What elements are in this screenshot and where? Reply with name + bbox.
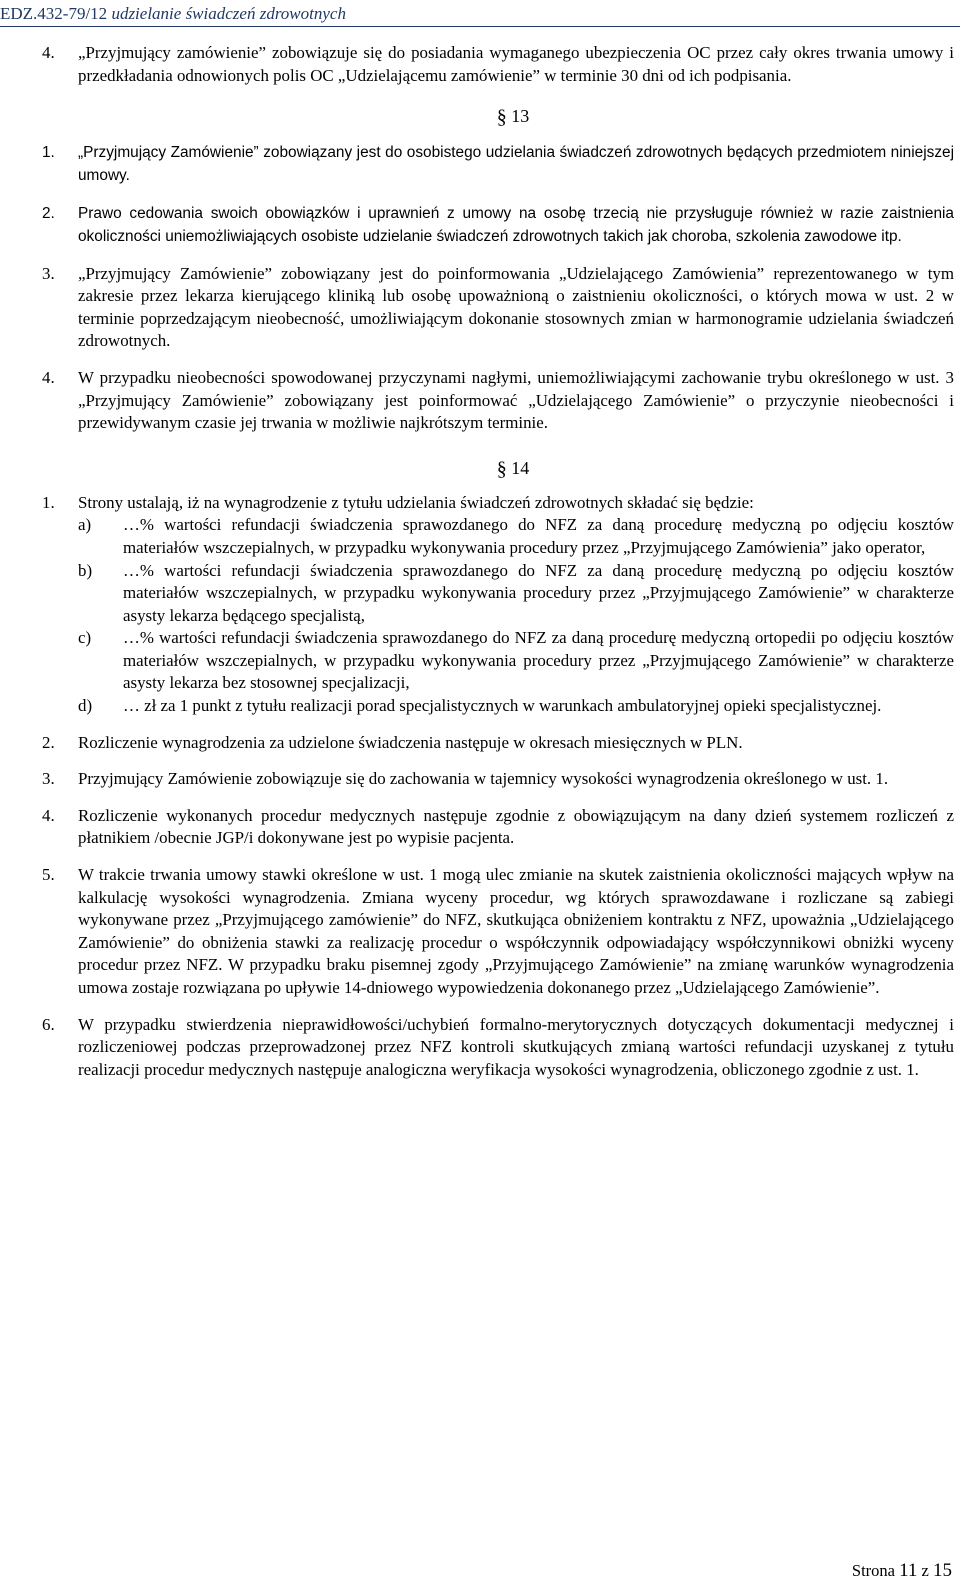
paragraph-number: 4. [42,367,55,387]
page-header [0,4,346,24]
paragraph-text: Rozliczenie wynagrodzenia za udzielone świadczenia następuje w okresach miesięcznych w PLN. [78,732,743,752]
section-heading [42,105,954,128]
document-title: udzielanie świadczeń zdrowotnych [111,4,346,23]
paragraph-number: 1. [42,492,55,512]
paragraph-text: „Przyjmujący Zamówienie” zobowiązany jest do poinformowania „Udzielającego Zamówienia” reprezentowanego w tym zakresie przez lekarza kierującego kliniką lub osobę upoważnioną o zaistnieniu okoliczności, o których mowa w ust. 2 w terminie poprzedzającym nieobecność, umożliwiającym dokonanie stosownych zmian w harmonogramie udzielania świadczeń zdrowotnych. [78,263,954,351]
paragraph-text: Rozliczenie wykonanych procedur medycznych następuje zgodnie z obowiązującym na dany dzień systemem rozliczeń z płatnikiem /obecnie JGP/i dokonywane jest po wypisie pacjenta. [78,805,954,848]
document-code: EDZ.432-79/12 [0,4,108,23]
paragraph [42,768,954,791]
paragraph-number: 5. [42,865,55,885]
paragraph-text: W przypadku nieobecności spowodowanej przyczynami nagłymi, uniemożliwiającymi zachowanie trybu określonego w ust. 3 „Przyjmujący Zamówienie” zobowiązany jest poinformować „Udzielającego Zamówienie” o przyczynie nieobecności i przewidywanym czasie jej trwania w możliwie najkrótszym terminie. [78,367,954,433]
list-item-letter: b) [78,560,93,580]
paragraph-text: Prawo cedowania swoich obowiązków i uprawnień z umowy na osobę trzecią nie przysługuje również w razie zaistnienia okoliczności uniemożliwiających osobiste udzielanie świadczeń zdrowotnych takich jak choroba, szkolenia zawodowe itp. [78,205,954,245]
paragraph-number: 2. [42,205,55,223]
paragraph-number: 4. [42,43,55,62]
total-pages: 15 [933,1560,952,1581]
paragraph [42,805,954,850]
paragraph-text: W trakcie trwania umowy stawki określone w ust. 1 mogą ulec zmianie na skutek zaistnienia okoliczności mających wpływ na kalkulację wysokości wynagrodzenia. Zmiana wyceny procedur, wg których sprawozdawane i rozliczane są zabiegi wykonywane przez „Przyjmującego zamówienie” do NFZ, skutkująca obniżeniem kontraktu z NFZ, upoważnia „Udzielającego Zamówienie” do obniżenia stawki za realizację procedur o współczynnik odpowiadający współczynnikowi obniżki wyceny procedur przez NFZ. W przypadku braku pisemnej zgody „Przyjmującego Zamówienie” na zmianę warunków wynagrodzenia umowa zostaje rozwiązana po upływie 14-dniowego wypowiedzenia dokonanego przez „Udzielającego Zamówienie”. [78,865,954,997]
paragraph [42,263,954,353]
paragraph [42,142,954,187]
paragraph-number: 1. [42,144,55,162]
paragraph [42,367,954,435]
page-separator: z [921,1561,929,1580]
paragraph-number: 6. [42,1014,55,1034]
paragraph [42,42,954,87]
header-divider [0,26,960,27]
list-item [42,695,954,718]
list-item-letter: a) [78,515,92,535]
list-item [42,514,954,559]
paragraph-number: 4. [42,805,55,825]
list-item-text: …% wartości refundacji świadczenia sprawozdanego do NFZ za daną procedurę medyczną po odjęciu kosztów materiałów wszczepialnych, w przypadku wykonywania procedury przez „Przyjmującego Zamówienie” w charakterze asysty lekarza będącego specjalistą, [123,560,954,625]
paragraph-text: „Przyjmujący zamówienie” zobowiązuje się do posiadania wymaganego ubezpieczenia OC przez cały okres trwania umowy i przedkładania odnowionych polis OC „Udzielającemu zamówienie” w terminie 30 dni od ich podpisania. [78,43,954,85]
paragraph-number: 3. [42,263,55,283]
document-body [42,42,954,1081]
page-label: Strona [851,1561,895,1580]
list-item-text: … zł za 1 punkt z tytułu realizacji porad specjalistycznych w warunkach ambulatoryjnej opieki specjalistycznej. [123,696,882,716]
page-footer [852,1560,952,1582]
paragraph-number: 2. [42,732,55,752]
section-symbol: § [496,106,507,129]
list-item [42,560,954,628]
list-item-letter: c) [78,628,92,648]
paragraph-text: „Przyjmujący Zamówienie” zobowiązany jest do osobistego udzielania świadczeń zdrowotnych będących przedmiotem niniejszej umowy. [78,144,954,184]
paragraph-number: 3. [42,769,55,789]
list-item-text: …% wartości refundacji świadczenia sprawozdanego do NFZ za daną procedurę medyczną ortopedii po odjęciu kosztów materiałów wszczepialnych, w przypadku wykonywania procedury przez „Przyjmującego Zamówienie” w charakterze asysty lekarza bez stosownej specjalizacji, [123,628,954,693]
paragraph [42,864,954,1000]
paragraph [42,1014,954,1082]
current-page: 11 [899,1560,918,1581]
list-item-letter: d) [78,696,93,716]
paragraph-text: Przyjmujący Zamówienie zobowiązuje się do zachowania w tajemnicy wysokości wynagrodzenia określonego w ust. 1. [78,769,889,789]
section-number: 14 [511,457,530,478]
section-number: 13 [511,106,530,127]
paragraph [42,492,954,515]
section-heading [42,457,954,480]
paragraph-text: Strony ustalają, iż na wynagrodzenie z tytułu udzielania świadczeń zdrowotnych składać się będzie: [78,492,754,512]
section-symbol: § [496,457,507,480]
list-item [42,627,954,695]
paragraph [42,732,954,755]
list-item-text: …% wartości refundacji świadczenia sprawozdanego do NFZ za daną procedurę medyczną po odjęciu kosztów materiałów wszczepialnych, w przypadku wykonywania procedury przez „Przyjmującego Zamówienia” jako operator, [123,515,954,557]
paragraph-text: W przypadku stwierdzenia nieprawidłowości/uchybień formalno-merytorycznych dotyczących dokumentacji medycznej i rozliczeniowej podczas przeprowadzonej przez NFZ kontroli skutkujących zmianą wartości refundacji uzyskanej z tytułu realizacji procedur medycznych następuje analogiczna weryfikacja wysokości wynagrodzenia, obliczonego zgodnie z ust. 1. [78,1014,954,1079]
paragraph [42,203,954,248]
